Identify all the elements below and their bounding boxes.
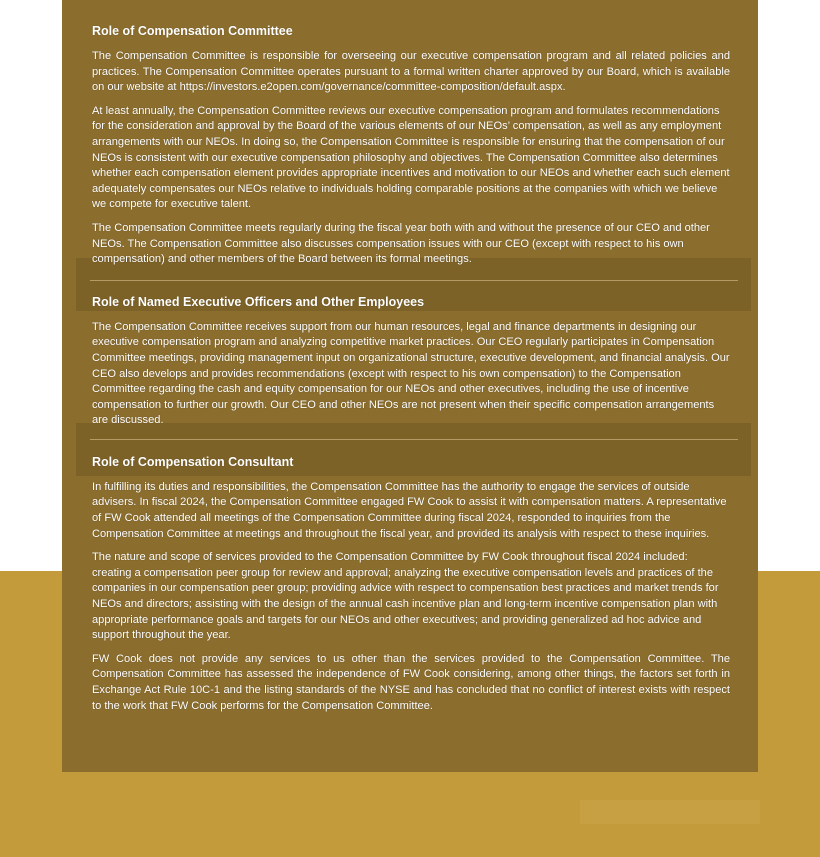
paragraph: In fulfilling its duties and responsibilities, the Compensation Committee has the authority to engage the services of outside advisers. In fiscal 2024, the Compensation Committee engaged FW Cook to assist it with compensation matters. A representative of FW Cook attended all meetings of the Compensation Committee during fiscal 2024, responded to inquiries from the Compensation Committee at meetings and throughout the fiscal year, and provided its analysis with respect to these inquiries.	[92, 480, 727, 540]
section-divider	[90, 280, 738, 281]
section-compensation-committee	[92, 0, 730, 268]
section-heading: Role of Named Executive Officers and Other Employees	[92, 294, 425, 309]
paragraph: At least annually, the Compensation Committee reviews our executive compensation program and formulates recommendations for the consideration and approval by the Board of the various elements of our NEOs’ compensation, as well as any employment arrangements with our NEOs. In doing so, the Compensation Committee is responsible for ensuring that the compensation of our NEOs is consistent with our executive compensation philosophy and objectives. The Compensation Committee also determines whether each compensation element provides appropriate incentives and motivation to our NEOs and whether each such element adequately compensates our NEOs relative to individuals holding comparable positions at the companies with which we believe we compete for executive talent.	[92, 104, 730, 211]
section-heading: Role of Compensation Consultant	[92, 454, 294, 469]
paragraph: The Compensation Committee is responsible for overseeing our executive compensation program and all related policies and practices. The Compensation Committee operates pursuant to a formal written charter approved by our Board, which is available on our website at https://investors.e2open.com/governance/committee-composition/default.aspx.	[92, 50, 730, 94]
faint-watermark	[580, 800, 760, 824]
section-divider	[90, 439, 738, 440]
document-body	[92, 0, 730, 722]
paragraph: FW Cook does not provide any services to us other than the services provided to the Compensation Committee. The Compensation Committee has assessed the independence of FW Cook considering, among other things, the factors set forth in Exchange Act Rule 10C-1 and the listing standards of the NYSE and has concluded that no conflict of interest exists with respect to the work that FW Cook performs for the Compensation Committee.	[92, 652, 730, 712]
paragraph: The nature and scope of services provided to the Compensation Committee by FW Cook throughout fiscal 2024 included: creating a compensation peer group for review and approval; analyzing the executive compensation levels and practices of the companies in our compensation peer group; providing advice with respect to compensation best practices and market trends for NEOs and directors; assisting with the design of the annual cash incentive plan and long-term incentive compensation plan with appropriate performance goals and targets for our NEOs and other executives; and providing generalized ad hoc advice and support throughout the year.	[92, 551, 719, 642]
paragraph: The Compensation Committee meets regularly during the fiscal year both with and without the presence of our CEO and other NEOs. The Compensation Committee also discusses compensation issues with our CEO (except with respect to his own compensation) and other members of the Board between its formal meetings.	[92, 221, 710, 266]
section-heading: Role of Compensation Committee	[92, 24, 293, 38]
section-named-executive-officers	[92, 295, 730, 429]
paragraph: The Compensation Committee receives support from our human resources, legal and finance departments in designing our executive compensation program and analyzing competitive market practices. Our CEO regularly participates in Compensation Committee meetings, providing management input on organizational structure, executive development, and financial analysis. Our CEO also develops and provides recommendations (except with respect to his own compensation) to the Compensation Committee regarding the cash and equity compensation for our NEOs and other executives, including the use of incentive compensation to further our growth. Our CEO and other NEOs are not present when their specific compensation arrangements are discussed.	[92, 320, 730, 427]
section-compensation-consultant	[92, 455, 730, 714]
